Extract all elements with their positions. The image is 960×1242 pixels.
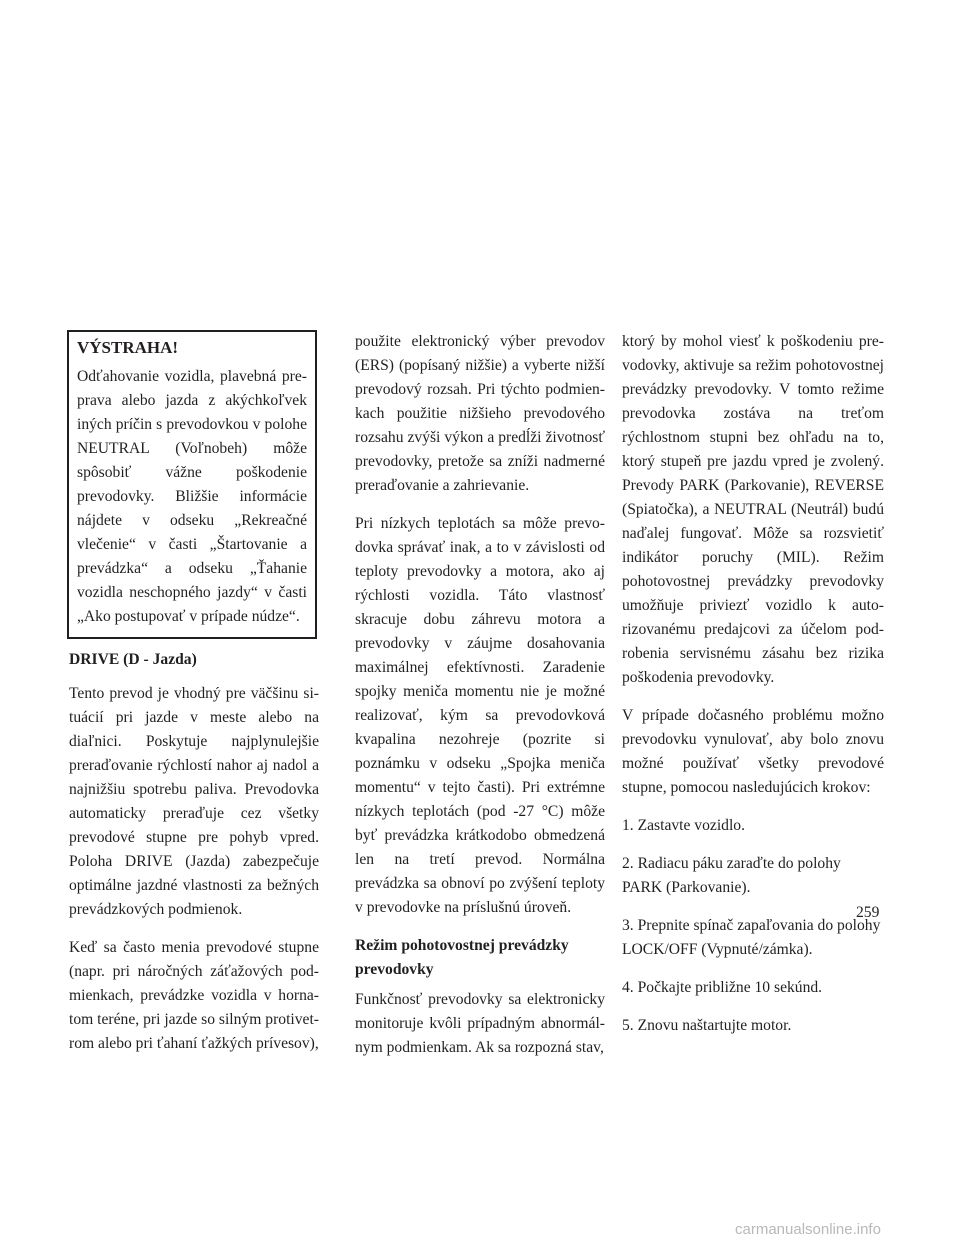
- paragraph: V prípade dočasného problému možno prevodovku vynulovať, aby bolo znovu možné používať všetky prevodové stupne, pomocou nasledujúcich krokov:: [622, 707, 884, 796]
- paragraph: použite elektronický výber prevodov (ERS) (popísaný nižšie) a vyberte nižší prevodový rozsah. Pri týchto podmienkach použitie nižšieho prevodového rozsahu zvýši výkon a predĺži životnosť prevodovky, pretože sa zníži nadmerné preraďovanie a zahrievanie.: [355, 333, 605, 494]
- watermark: carmanualsonline.info: [735, 1221, 881, 1238]
- paragraph: Pri nízkych teplotách sa môže prevodovka správať inak, a to v závislosti od teploty prevodovky a motora, ako aj rýchlosti vozidla. Táto vlastnosť skracuje dobu záhrevu motora a prevodovky v záujme dosahovania maximálnej efektívnosti. Zaradenie spojky meniča momentu nie je možné realizovať, kým sa prevodovková kvapalina nezohreje (pozrite si poznámku v odseku „Spojka meniča momentu“ v tejto časti). Pri extrémne nízkych teplotách (pod -27 °C) môže byť prevádzka krátkodobo obmedzená len na tretí prevod. Normálna prevádzka sa obnoví po zvýšení teploty v prevodovke na príslušnú úroveň.: [355, 515, 605, 916]
- section-heading-limp-mode: Režim pohotovostnej prevádzky prevodovky: [355, 937, 569, 978]
- column-left: [69, 330, 319, 1070]
- list-item: 4. Počkajte približne 10 sekúnd.: [622, 979, 823, 996]
- list-item: 5. Znovu naštartujte motor.: [622, 1017, 792, 1034]
- warning-title: VÝSTRAHA!: [77, 338, 179, 357]
- warning-box: [67, 330, 317, 639]
- list-item: 2. Radiacu páku zaraďte do polohy PARK (Parkovanie).: [622, 855, 841, 896]
- paragraph: ktorý by mohol viesť k poškodeniu prevodovky, aktivuje sa režim pohotovostnej prevádzky prevodovky. V tomto režime prevodovka zostáva na treťom rýchlostnom stupni bez ohľadu na to, ktorý stupeň pre jazdu vpred je zvolený. Prevody PARK (Parkovanie), REVERSE (Spiatočka), a NEUTRAL (Neutrál) budú naďalej fungovať. Môže sa rozsvietiť indikátor poruchy (MIL). Režim pohotovostnej prevádzky prevodovky umožňuje priviezť vozidlo k autorizovanému predajcovi za účelom podrobenia servisnému zásahu bez rizika poškodenia prevodovky.: [622, 333, 884, 686]
- paragraph: Tento prevod je vhodný pre väčšinu situácií pri jazde v meste alebo na diaľnici. Poskytuje najplynulejšie preraďovanie rýchlostí nahor aj nadol a najnižšiu spotrebu paliva. Prevodovka automaticky preraďuje cez všetky prevodové stupne pre pohyb vpred. Poloha DRIVE (Jazda) zabezpečuje optimálne jazdné vlastnosti za bežných prevádzkových podmienok.: [69, 685, 319, 918]
- page-number: 259: [856, 904, 880, 921]
- column-middle: [355, 330, 605, 1074]
- paragraph: Funkčnosť prevodovky sa elektronicky monitoruje kvôli prípadným abnormálnym podmienkam. Ak sa rozpozná stav,: [355, 991, 605, 1056]
- list-item: 1. Zastavte vozidlo.: [622, 817, 745, 834]
- paragraph: Keď sa často menia prevodové stupne (napr. pri náročných záťažových podmienkach, prevádzke vozidla v hornatom teréne, pri jazde so silným protivetrom alebo pri ťahaní ťažkých prívesov),: [69, 939, 319, 1052]
- list-item: 3. Prepnite spínač zapaľovania do polohy LOCK/OFF (Vypnuté/zámka).: [622, 917, 881, 958]
- warning-text: Odťahovanie vozidla, plavebná preprava alebo jazda z akýchkoľvek iných príčin s prevodovkou v polohe NEUTRAL (Voľnobeh) môže spôsobiť vážne poškodenie prevodovky. Bližšie informácie nájdete v odseku „Rekreačné vlečenie“ v časti „Štartovanie a prevádzka“ a odseku „Ťahanie vozidla neschopného jazdy“ v časti „Ako postupovať v prípade núdze“.: [77, 368, 307, 625]
- column-right: [622, 330, 884, 1052]
- section-heading-drive: DRIVE (D - Jazda): [69, 651, 197, 668]
